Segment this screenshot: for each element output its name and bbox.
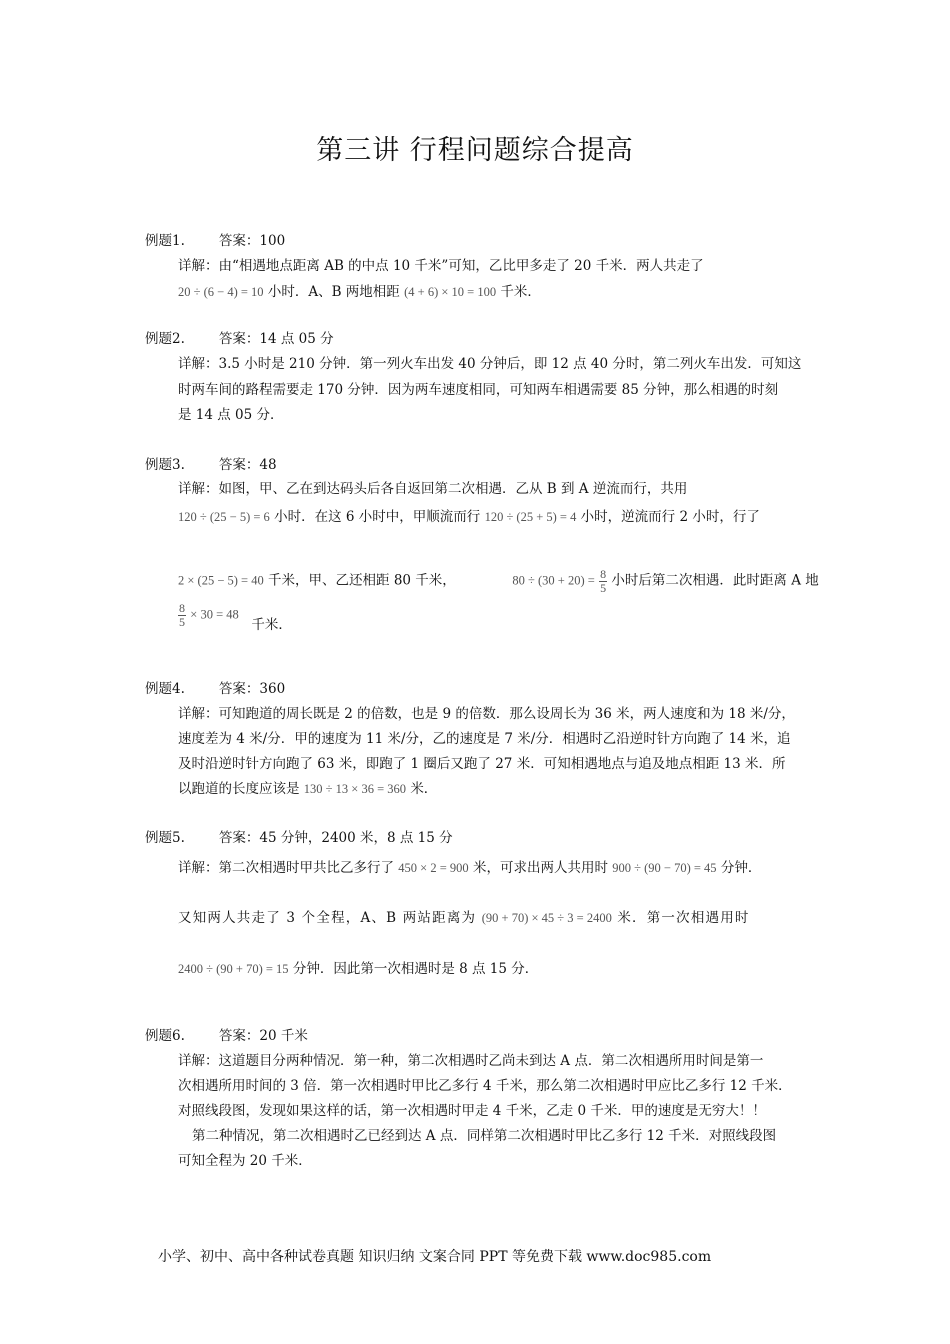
example-answer: 答案：45 分钟，2400 米，8 点 15 分	[218, 830, 453, 846]
example-1-header	[145, 229, 285, 249]
solution-text: 又知两人共走了 3 个全程，A、B 两站距离为	[178, 910, 477, 926]
solution-line: 对照线段图，发现如果这样的话，第一次相遇时甲走 4 千米，乙走 0 千米．甲的速度是无穷大！！	[178, 1103, 766, 1119]
solution-line	[178, 906, 750, 926]
solution-text: 千米，甲、乙还相距 80 千米，	[268, 572, 456, 589]
example-answer: 答案：100	[218, 233, 286, 249]
solution-line: 详解：如图，甲、乙在到达码头后各自返回第二次相遇．乙从 B 到 A 逆流而行，共用	[178, 481, 688, 497]
math-formula: (4 + 6) × 10 = 100	[404, 285, 497, 299]
solution-text: 小时，逆流而行 2 小时，行了	[580, 509, 760, 525]
math-formula: 20 ÷ (6 − 4) = 10	[178, 285, 264, 299]
math-formula: 2400 ÷ (90 + 70) = 15	[178, 962, 289, 976]
solution-line	[178, 505, 760, 525]
solution-line: 时两车间的路程需要走 170 分钟．因为两车速度相同，可知两车相遇需要 85 分钟，那么相遇的时刻	[178, 382, 779, 398]
example-6-header	[145, 1024, 308, 1044]
math-formula: × 30 = 48	[190, 607, 239, 622]
solution-text: 千米．	[251, 616, 292, 633]
solution-line: 及时沿逆时针方向跑了 63 米，即跑了 1 圈后又跑了 27 米．可知相遇地点与追及地点相距 13 米．所	[178, 756, 786, 772]
example-label: 例题2.	[145, 331, 185, 347]
solution-line	[178, 601, 292, 633]
solution-line: 次相遇所用时间的 3 倍．第一次相遇时甲比乙多行 4 千米，那么第二次相遇时甲应比乙多行 12 千米．	[178, 1078, 792, 1094]
solution-text: 分钟．	[720, 860, 762, 876]
example-answer: 答案：360	[218, 681, 286, 697]
example-5-header	[145, 826, 453, 846]
math-formula: 2 × (25 − 5) = 40	[178, 573, 264, 588]
fraction-denominator: 5	[600, 580, 607, 595]
fraction-denominator: 5	[179, 614, 185, 629]
solution-text: 米，可求出两人共用时	[472, 860, 608, 876]
example-answer: 答案：20 千米	[218, 1028, 308, 1044]
example-label: 例题5.	[145, 830, 185, 846]
fraction-numerator: 8	[179, 601, 185, 615]
solution-line: 详解：3.5 小时是 210 分钟．第一列火车出发 40 分钟后，即 12 点 40 分时，第二列火车出发．可知这	[178, 356, 802, 372]
solution-text: 详解：第二次相遇时甲共比乙多行了	[178, 860, 394, 876]
example-3-header	[145, 453, 277, 473]
example-answer: 答案：48	[218, 457, 277, 473]
solution-text: 以跑道的长度应该是	[178, 781, 300, 797]
fraction	[178, 602, 186, 628]
math-formula: 120 ÷ (25 − 5) = 6	[178, 510, 270, 524]
solution-text: 米．	[410, 781, 438, 797]
example-answer: 答案：14 点 05 分	[218, 331, 334, 347]
math-formula: 120 ÷ (25 + 5) = 4	[484, 510, 577, 524]
solution-line	[178, 777, 437, 797]
math-formula: 900 ÷ (90 − 70) = 45	[612, 861, 717, 875]
solution-text: 小时．A、B 两地相距	[267, 284, 400, 300]
solution-line: 速度差为 4 米/分．甲的速度为 11 米/分，乙的速度是 7 米/分．相遇时乙沿逆时针方向跑了 14 米，追	[178, 731, 791, 747]
example-label: 例题1.	[145, 233, 185, 249]
solution-line: 详解：这道题目分两种情况．第一种，第二次相遇时乙尚未到达 A 点．第二次相遇所用时间是第一	[178, 1053, 764, 1069]
footer-text: 小学、初中、高中各种试卷真题 知识归纳 文案合同 PPT 等免费下载 www.doc985.com	[158, 1249, 712, 1265]
solution-line: 详解：可知跑道的周长既是 2 的倍数，也是 9 的倍数．那么设周长为 36 米，两人速度和为 18 米/分，	[178, 706, 795, 722]
solution-text: 分钟．因此第一次相遇时是 8 点 15 分．	[292, 961, 539, 977]
fraction-numerator: 8	[600, 567, 607, 581]
solution-line	[178, 856, 761, 876]
math-formula: (90 + 70) × 45 ÷ 3 = 2400	[481, 911, 612, 925]
example-2-header	[145, 327, 334, 347]
solution-line	[178, 957, 538, 977]
solution-line	[178, 280, 541, 300]
fraction	[599, 568, 607, 594]
math-formula: 130 ÷ 13 × 36 = 360	[303, 782, 407, 796]
math-formula: 80 ÷ (30 + 20) =	[512, 573, 595, 588]
solution-line: 可知全程为 20 千米．	[178, 1153, 312, 1169]
example-label: 例题6.	[145, 1028, 185, 1044]
solution-line: 是 14 点 05 分．	[178, 407, 284, 423]
example-label: 例题4.	[145, 681, 185, 697]
example-label: 例题3.	[145, 457, 185, 473]
solution-text: 千米．	[500, 284, 541, 300]
solution-line: 第二种情况，第二次相遇时乙已经到达 A 点．同样第二次相遇时甲比乙多行 12 千米．对照线段图	[192, 1128, 777, 1144]
solution-text: 小时后第二次相遇．此时距离 A 地	[611, 572, 819, 589]
solution-line: 详解：由“相遇地点距离 AB 的中点 10 千米”可知，乙比甲多走了 20 千米．两人共走了	[178, 258, 704, 274]
solution-text: 小时．在这 6 小时中，甲顺流而行	[274, 509, 481, 525]
example-4-header	[145, 677, 285, 697]
math-formula: 450 × 2 = 900	[398, 861, 469, 875]
solution-line	[178, 568, 819, 594]
page-title: 第三讲 行程问题综合提高	[316, 135, 634, 166]
solution-text: 米．第一次相遇用时	[617, 910, 750, 926]
